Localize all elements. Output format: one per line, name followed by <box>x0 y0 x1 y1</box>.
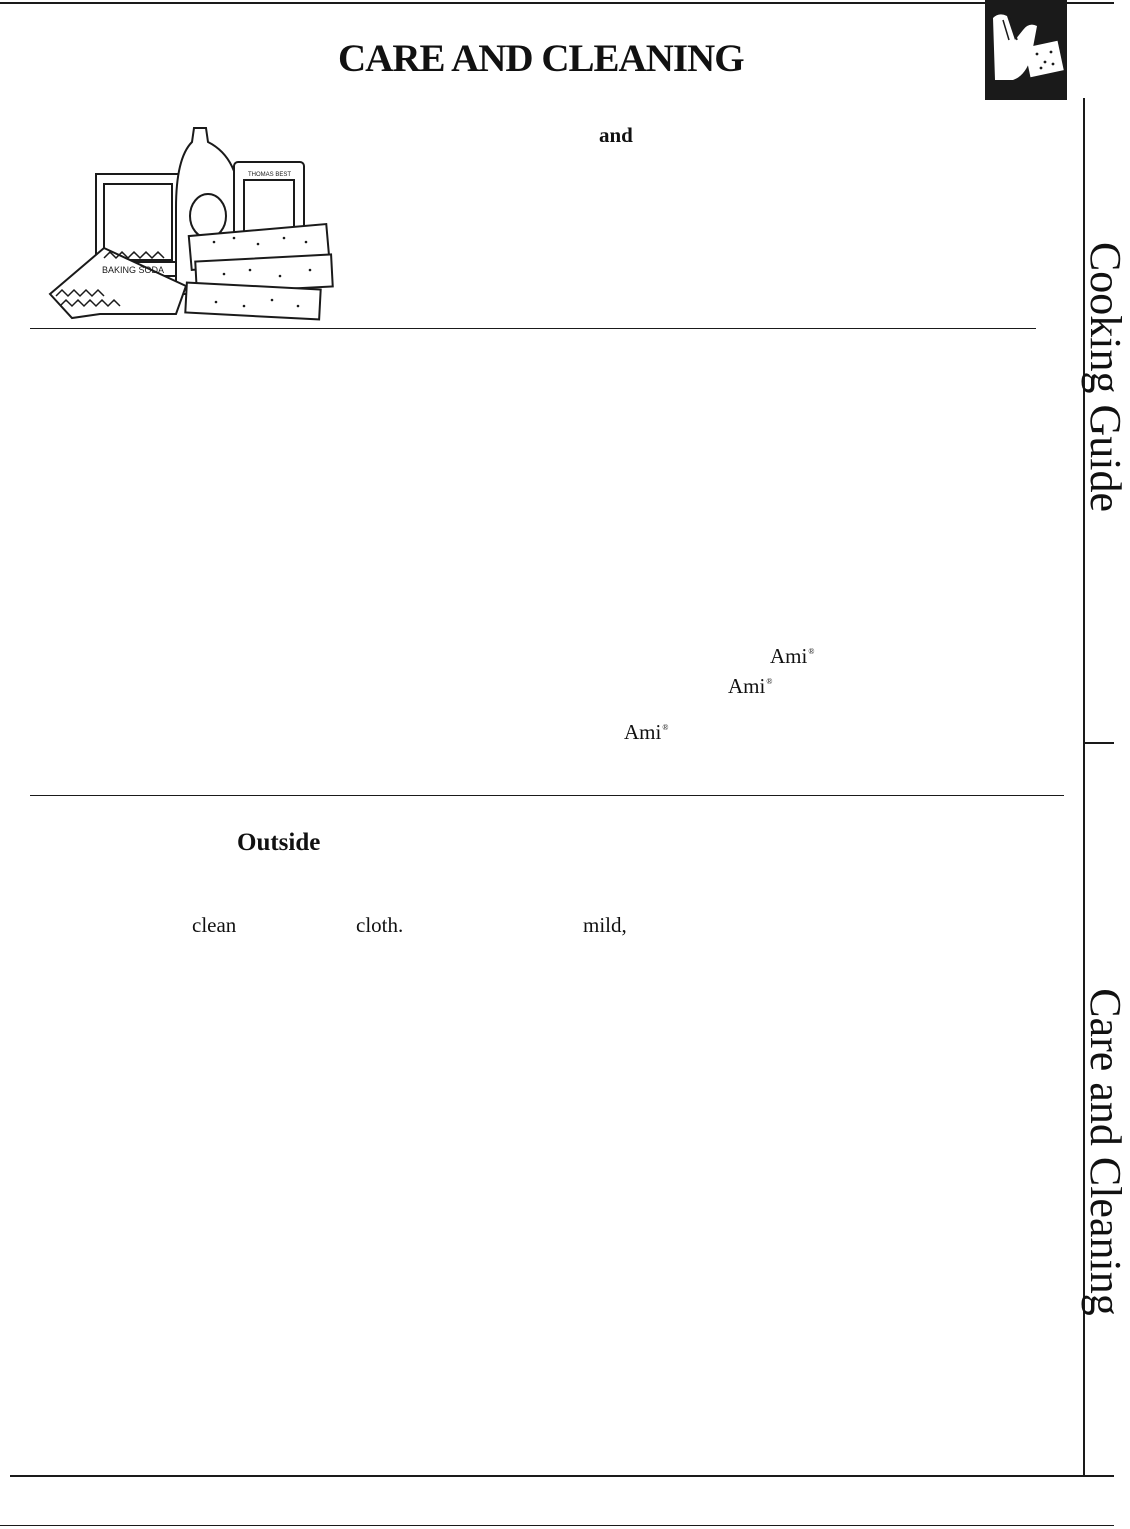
side-tab-divider <box>1083 742 1114 744</box>
ami-brand-1: Ami® <box>770 644 815 668</box>
page-title: CARE AND CLEANING <box>338 37 744 80</box>
side-tab-care-and-cleaning: Care and Cleaning <box>1081 988 1130 1316</box>
side-tab-cooking-guide: Cooking Guide <box>1081 241 1130 513</box>
ami-brand-3: Ami® <box>624 720 669 744</box>
word-cloth: cloth. <box>356 913 404 937</box>
ami-brand-2: Ami® <box>728 674 773 698</box>
word-clean: clean <box>192 913 237 937</box>
cleaning-supplies-illustration <box>44 118 344 328</box>
intro-and-word: and <box>599 123 633 147</box>
hand-sponge-icon <box>985 0 1067 100</box>
section-rule-2 <box>30 795 1064 796</box>
baking-soda-label: BAKING SODA <box>102 265 165 275</box>
bottom-rule <box>10 1475 1114 1477</box>
outside-heading: Outside <box>237 829 321 856</box>
section-rule-1 <box>30 328 1036 329</box>
thumb-tab <box>985 0 1067 100</box>
word-mild: mild, <box>583 913 627 937</box>
footer-rule <box>0 1525 1114 1526</box>
top-rule <box>0 2 1114 4</box>
jar-label: THOMAS BEST <box>248 172 292 178</box>
